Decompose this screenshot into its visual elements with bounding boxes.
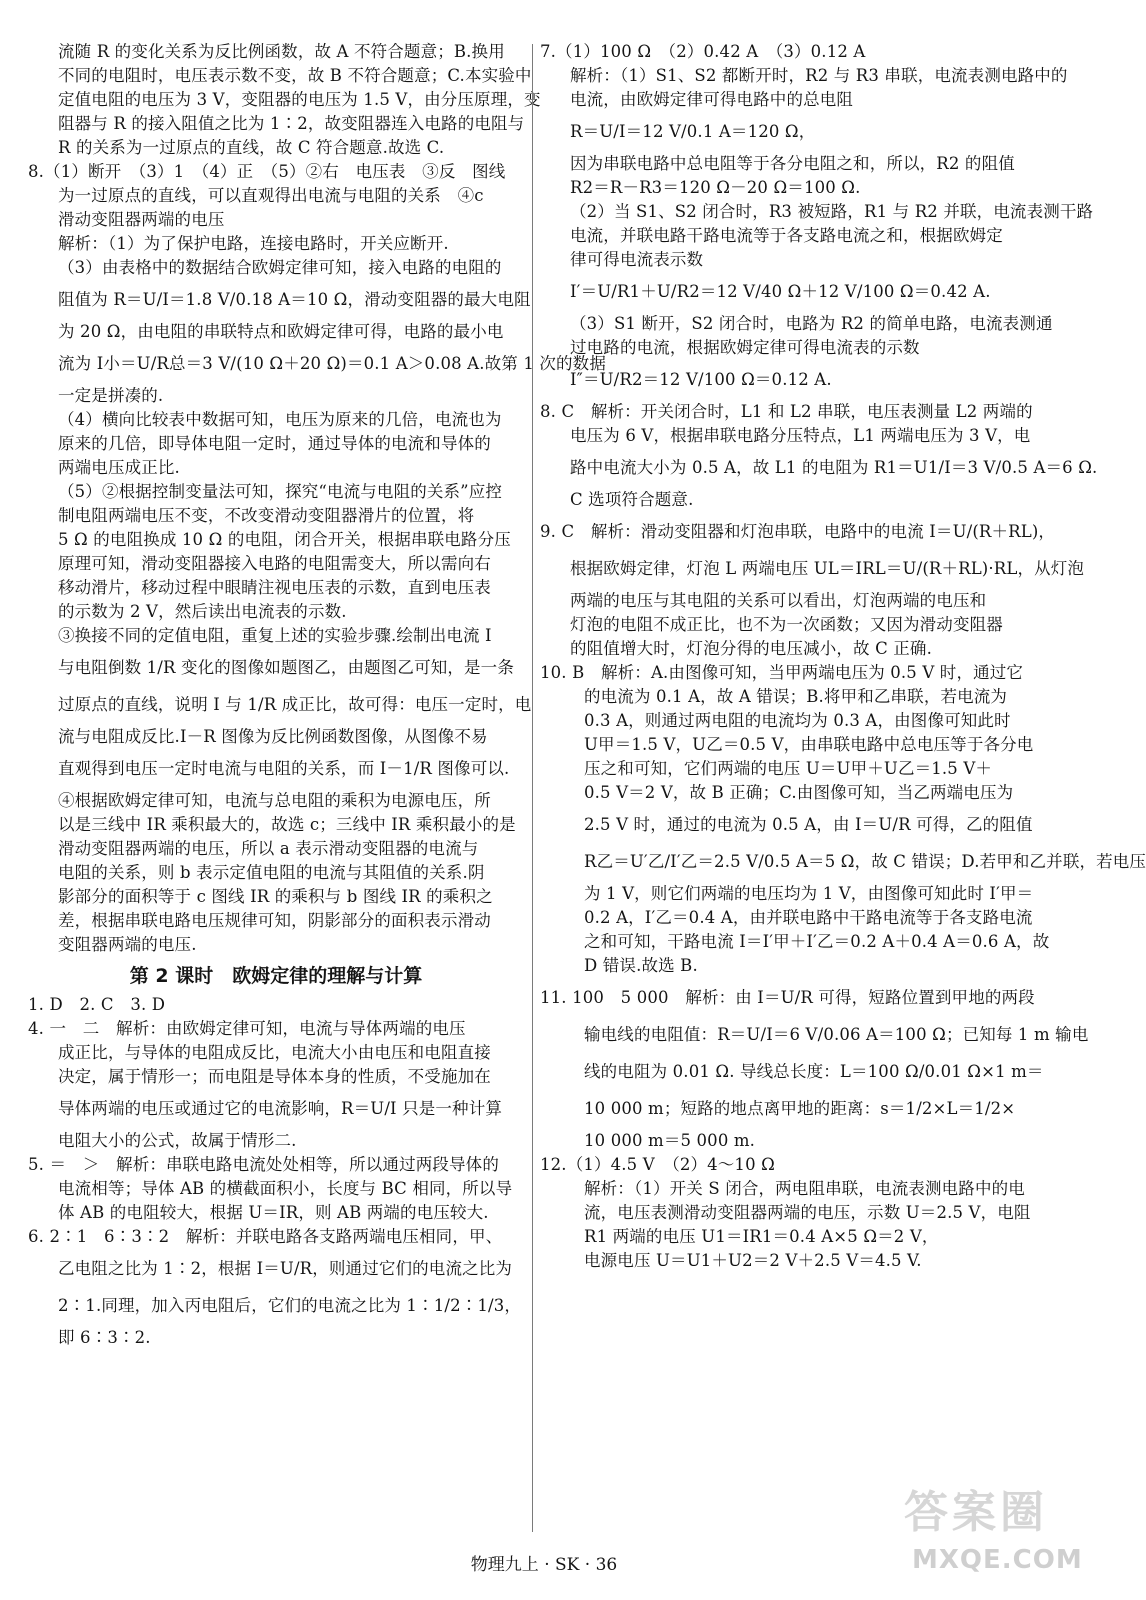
text-line: 1. D 2. C 3. D: [28, 995, 166, 1014]
text-line: 8. C 解析：开关闭合时，L1 和 L2 串联，电压表测量 L2 两端的: [540, 402, 1033, 421]
right-column: [540, 40, 1146, 1273]
text-line: R1 两端的电压 U1＝IR1＝0.4 A×5 Ω＝2 V，: [584, 1227, 939, 1246]
text-line: 4. 一 二 解析：由欧姆定律可知，电流与导体两端的电压: [28, 1019, 466, 1038]
text-line: 流，电压表测滑动变阻器两端的电压，示数 U＝2.5 V，电阻: [584, 1203, 1031, 1222]
text-line: 差，根据串联电路电压规律可知，阴影部分的面积表示滑动: [58, 911, 491, 930]
text-line: 解析：（1）S1、S2 都断开时，R2 与 R3 串联，电流表测电路中的: [570, 66, 1068, 85]
text-line: 5. ＝ ＞ 解析：串联电路电流处处相等，所以通过两段导体的: [28, 1155, 499, 1174]
text-line: 流为 I小＝U/R总＝3 V/(10 Ω＋20 Ω)＝0.1 A＞0.08 A.故第 1 次的数据: [58, 354, 606, 373]
text-line: 的示数为 2 V，然后读出电流表的示数.: [58, 602, 347, 621]
text-line: 9. C 解析：滑动变阻器和灯泡串联，电路中的电流 I＝U/(R＋RL)，: [540, 522, 1056, 541]
text-line: 滑动变阻器两端的电压: [58, 210, 225, 229]
text-line: 2.5 V 时，通过的电流为 0.5 A，由 I＝U/R 可得，乙的阻值: [584, 815, 1033, 834]
text-line: 体 AB 的电阻较大，根据 U＝IR，则 AB 两端的电压较大.: [58, 1203, 489, 1222]
text-line: 0.5 V＝2 V，故 B 正确；C.由图像可知，当乙两端电压为: [584, 783, 1014, 802]
text-line: 原理可知，滑动变阻器接入电路的电阻需变大，所以需向右: [58, 554, 491, 573]
text-line: 成正比，与导体的电阻成反比，电流大小由电压和电阻直接: [58, 1043, 491, 1062]
text-line: 7.（1）100 Ω （2）0.42 A （3）0.12 A: [540, 42, 866, 61]
text-line: 律可得电流表示数: [570, 250, 704, 269]
text-line: D 错误.故选 B.: [584, 956, 698, 975]
text-line: 根据欧姆定律，灯泡 L 两端电压 UL＝IRL＝U/(R＋RL)·RL，从灯泡: [570, 559, 1085, 578]
text-line: 电源电压 U＝U1＋U2＝2 V＋2.5 V＝4.5 V.: [584, 1251, 922, 1270]
text-line: 0.3 A，则通过两电阻的电流均为 0.3 A，由图像可知此时: [584, 711, 1011, 730]
text-line: 压之和可知，它们两端的电压 U＝U甲＋U乙＝1.5 V＋: [584, 759, 993, 778]
text-line: 两端的电压与其电阻的关系可以看出，灯泡两端的电压和: [570, 591, 987, 610]
text-line: 流与电阻成反比.I－R 图像为反比例函数图像，从图像不易: [58, 727, 488, 746]
text-line: 电流相等；导体 AB 的横截面积小，长度与 BC 相同，所以导: [58, 1179, 513, 1198]
text-line: （3）S1 断开，S2 闭合时，电路为 R2 的简单电路，电流表测通: [570, 314, 1053, 333]
text-line: 过原点的直线，说明 I 与 1/R 成正比，故可得：电压一定时，电: [58, 695, 532, 714]
watermark-url: MXQE.COM: [912, 1545, 1083, 1575]
text-line: 阻值为 R＝U/I＝1.8 V/0.18 A＝10 Ω，滑动变阻器的最大电阻: [58, 290, 531, 309]
text-line: 即 6∶3∶2.: [58, 1328, 151, 1347]
text-line: 变阻器两端的电压.: [58, 935, 197, 954]
text-line: 5 Ω 的电阻换成 10 Ω 的电阻，闭合开关，根据串联电路分压: [58, 530, 511, 549]
section-title: 第 2 课时 欧姆定律的理解与计算: [129, 965, 423, 987]
text-line: C 选项符合题意.: [570, 490, 694, 509]
text-line: 为一过原点的直线，可以直观得出电流与电阻的关系 ④c: [58, 186, 484, 205]
page-footer: 物理九上 · SK · 36: [470, 1555, 618, 1575]
text-line: 解析：（1）开关 S 闭合，两电阻串联，电流表测电路中的电: [584, 1179, 1025, 1198]
text-line: （5）②根据控制变量法可知，探究“电流与电阻的关系”应控: [58, 482, 503, 501]
text-line: ④根据欧姆定律可知，电流与总电阻的乘积为电源电压，所: [58, 791, 491, 810]
text-line: 与电阻倒数 1/R 变化的图像如题图乙，由题图乙可知，是一条: [58, 658, 514, 677]
text-line: 11. 100 5 000 解析：由 I＝U/R 可得，短路位置到甲地的两段: [540, 988, 1035, 1007]
column-divider: [532, 44, 533, 1532]
text-line: （2）当 S1、S2 闭合时，R3 被短路，R1 与 R2 并联，电流表测干路: [570, 202, 1094, 221]
text-line: 的电流为 0.1 A，故 A 错误；B.将甲和乙串联，若电流为: [584, 687, 1008, 706]
text-line: R 的关系为一过原点的直线，故 C 符合题意.故选 C.: [58, 138, 445, 157]
text-line: 0.2 A，I′乙＝0.4 A，由并联电路中干路电流等于各支路电流: [584, 908, 1033, 927]
text-line: 流随 R 的变化关系为反比例函数，故 A 不符合题意；B.换用: [58, 42, 505, 61]
text-line: R2＝R－R3＝120 Ω－20 Ω＝100 Ω.: [570, 178, 861, 197]
text-line: R＝U/I＝12 V/0.1 A＝120 Ω，: [570, 122, 816, 141]
text-line: 解析：（1）为了保护电路，连接电路时，开关应断开.: [58, 234, 449, 253]
text-line: 8.（1）断开 （3）1 （4）正 （5）②右 电压表 ③反 图线: [28, 162, 506, 181]
text-line: 为 1 V，则它们两端的电压均为 1 V，由图像可知此时 I′甲＝: [584, 884, 1034, 903]
text-line: 乙电阻之比为 1∶2，根据 I＝U/R，则通过它们的电流之比为: [58, 1259, 513, 1278]
text-line: 直观得到电压一定时电流与电阻的关系，而 I－1/R 图像可以.: [58, 759, 510, 778]
text-line: 6. 2∶1 6∶3∶2 解析：并联电路各支路两端电压相同，甲、: [28, 1227, 503, 1246]
text-line: 原来的几倍，即导体电阻一定时，通过导体的电流和导体的: [58, 434, 491, 453]
text-line: ③换接不同的定值电阻，重复上述的实验步骤.绘制出电流 I: [58, 626, 492, 645]
text-line: 不同的电阻时，电压表示数不变，故 B 不符合题意；C.本实验中: [58, 66, 532, 85]
text-line: 为 20 Ω，由电阻的串联特点和欧姆定律可得，电路的最小电: [58, 322, 504, 341]
text-line: 电阻的关系，则 b 表示定值电阻的电流与其阻值的关系.阴: [58, 863, 485, 882]
watermark-title: 答案圈: [904, 1487, 1048, 1538]
text-line: 10 000 m＝5 000 m.: [584, 1131, 756, 1150]
text-line: 一定是拼凑的.: [58, 386, 164, 405]
text-line: 导体两端的电压或通过它的电流影响，R＝U/I 只是一种计算: [58, 1099, 503, 1118]
text-line: 之和可知，干路电流 I＝I′甲＋I′乙＝0.2 A＋0.4 A＝0.6 A，故: [584, 932, 1050, 951]
text-line: 电压为 6 V，根据串联电路分压特点，L1 两端电压为 3 V，电: [570, 426, 1031, 445]
text-line: R乙＝U′乙/I′乙＝2.5 V/0.5 A＝5 Ω，故 C 错误；D.若甲和乙并联，若电压: [584, 852, 1146, 871]
text-line: 影部分的面积等于 c 图线 IR 的乘积与 b 图线 IR 的乘积之: [58, 887, 493, 906]
text-line: 灯泡的电阻不成正比，也不为一次函数；又因为滑动变阻器: [570, 615, 1003, 634]
text-line: I″＝U/R2＝12 V/100 Ω＝0.12 A.: [570, 370, 832, 389]
text-line: 线的电阻为 0.01 Ω. 导线总长度：L＝100 Ω/0.01 Ω×1 m＝: [584, 1062, 1044, 1081]
watermark-logo: [904, 1483, 1084, 1595]
text-line: 决定，属于情形一；而电阻是导体本身的性质，不受施加在: [58, 1067, 491, 1086]
text-line: 输电线的电阻值：R＝U/I＝6 V/0.06 A＝100 Ω；已知每 1 m 输电: [584, 1025, 1089, 1044]
text-line: 滑动变阻器两端的电压，所以 a 表示滑动变阻器的电流与: [58, 839, 479, 858]
text-line: （4）横向比较表中数据可知，电压为原来的几倍，电流也为: [58, 410, 502, 429]
text-line: 以是三线中 IR 乘积最大的，故选 c；三线中 IR 乘积最小的是: [58, 815, 516, 834]
text-line: 10 000 m；短路的地点离甲地的距离：s＝1/2×L＝1/2×: [584, 1099, 1016, 1118]
left-column: [28, 40, 606, 1350]
text-line: 制电阻两端电压不变，不改变滑动变阻器滑片的位置，将: [58, 506, 475, 525]
text-line: 电流，并联电路干路电流等于各支路电流之和，根据欧姆定: [570, 226, 1003, 245]
text-line: 定值电阻的电压为 3 V，变阻器的电压为 1.5 V，由分压原理，变: [58, 90, 541, 109]
text-line: 2∶1.同理，加入丙电阻后，它们的电流之比为 1∶1/2∶1/3，: [58, 1296, 522, 1315]
text-line: 12.（1）4.5 V （2）4～10 Ω: [540, 1155, 775, 1174]
text-line: 10. B 解析：A.由图像可知，当甲两端电压为 0.5 V 时，通过它: [540, 663, 1024, 682]
text-line: 路中电流大小为 0.5 A，故 L1 的电阻为 R1＝U1/I＝3 V/0.5 A＝6 Ω.: [570, 458, 1098, 477]
text-line: 电流，由欧姆定律可得电路中的总电阻: [570, 90, 854, 109]
text-line: （3）由表格中的数据结合欧姆定律可知，接入电路的电阻的: [58, 258, 502, 277]
text-line: 移动滑片，移动过程中眼睛注视电压表的示数，直到电压表: [58, 578, 491, 597]
text-line: I′＝U/R1＋U/R2＝12 V/40 Ω＋12 V/100 Ω＝0.42 A.: [570, 282, 991, 301]
text-line: 两端电压成正比.: [58, 458, 180, 477]
text-line: U甲＝1.5 V，U乙＝0.5 V，由串联电路中总电压等于各分电: [584, 735, 1034, 754]
text-line: 阻器与 R 的接入阻值之比为 1∶2，故变阻器连入电路的电阻与: [58, 114, 525, 133]
text-line: 过电路的电流，根据欧姆定律可得电流表的示数: [570, 338, 920, 357]
text-line: 电阻大小的公式，故属于情形二.: [58, 1131, 297, 1150]
text-line: 因为串联电路中总电阻等于各分电阻之和，所以，R2 的阻值: [570, 154, 1015, 173]
text-line: 的阻值增大时，灯泡分得的电压减小，故 C 正确.: [570, 639, 932, 658]
